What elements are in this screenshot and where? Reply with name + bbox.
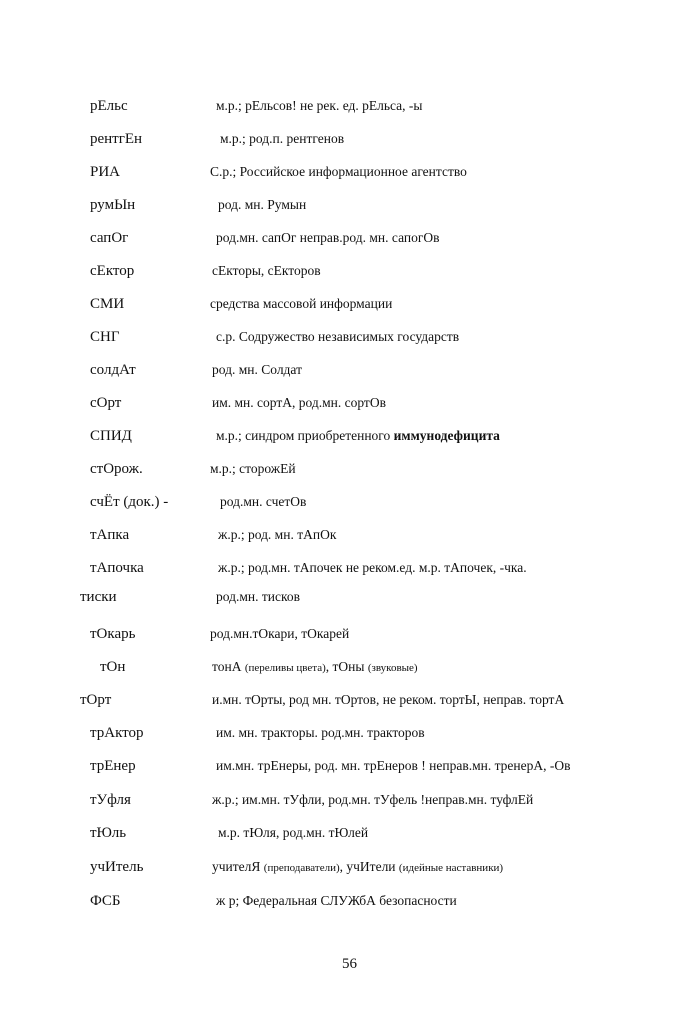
entry-term: тОн — [100, 659, 126, 675]
list-item — [0, 164, 699, 190]
entry-term: трАктор — [90, 725, 144, 741]
entry-definition: сЕкторы, сЕкторов — [212, 263, 321, 278]
entry-definition: им. мн. сортА, род.мн. сортОв — [212, 395, 386, 410]
entry-term: румЫн — [90, 197, 136, 213]
entry-term: сЕктор — [90, 263, 135, 279]
entry-definition: м.р.; рЕльсов! не рек. ед. рЕльса, -ы — [216, 98, 423, 113]
list-item — [0, 98, 699, 124]
list-item — [0, 131, 699, 157]
entry-definition: им. мн. тракторы. род.мн. тракторов — [216, 725, 425, 740]
entry-definition: средства массовой информации — [210, 296, 393, 311]
entry-term: тУфля — [90, 792, 131, 808]
entry-definition: ж.р.; род.мн. тАпочек не реком.ед. м.р. тАпочек, -чка. — [218, 560, 527, 575]
list-item — [0, 527, 699, 553]
list-item — [0, 692, 699, 718]
list-item — [0, 428, 699, 454]
entry-definition: ж р; Федеральная СЛУЖбА безопасности — [216, 893, 457, 908]
entry-definition — [212, 659, 418, 675]
list-item — [0, 362, 699, 388]
entry-definition: ж.р.; род. мн. тАпОк — [218, 527, 337, 542]
list-item — [0, 859, 699, 885]
definition-note: (идейные наставники) — [398, 862, 504, 874]
definition-bold-text: иммунодефицита — [393, 428, 500, 443]
definition-text: , тОны — [325, 659, 368, 674]
list-item — [0, 825, 699, 851]
entry-term: СНГ — [90, 329, 120, 345]
definition-text: , учИтели — [339, 859, 399, 874]
entry-definition: им.мн. трЕнеры, род. мн. трЕнеров ! неправ.мн. тренерА, -Ов — [216, 758, 571, 773]
list-item — [0, 589, 699, 615]
list-item — [0, 792, 699, 818]
list-item — [0, 758, 699, 784]
list-item — [0, 725, 699, 751]
entry-term: рЕльс — [90, 98, 128, 114]
entry-definition: ж.р.; им.мн. тУфли, род.мн. тУфель !неправ.мн. туфлЕй — [212, 792, 534, 807]
definition-text: м.р.; синдром приобретенного — [216, 428, 394, 443]
entry-term: РИА — [90, 164, 121, 180]
definition-text: тонА — [212, 659, 245, 674]
entry-term: стОрож. — [90, 461, 143, 477]
entry-definition: м.р.; сторожЕй — [210, 461, 296, 476]
entry-definition — [216, 428, 500, 444]
list-item — [0, 296, 699, 322]
list-item — [0, 230, 699, 256]
list-item — [0, 659, 699, 685]
entry-term: СПИД — [90, 428, 132, 444]
entry-term: СМИ — [90, 296, 125, 312]
definition-text: учителЯ — [212, 859, 264, 874]
definition-note: (звуковые) — [367, 662, 418, 674]
definition-note: (преподаватели) — [263, 862, 340, 874]
entry-definition: м.р.; род.п. рентгенов — [220, 131, 345, 146]
entry-term: тАпочка — [90, 560, 144, 576]
entry-definition — [212, 859, 503, 875]
list-item — [0, 560, 699, 586]
entry-term: тиски — [80, 589, 117, 605]
entry-definition: с.р. Содружество независимых государств — [216, 329, 460, 344]
entry-definition: род.мн. тисков — [216, 589, 300, 604]
entry-definition: С.р.; Российское информационное агентство — [210, 164, 467, 179]
entry-term: сОрт — [90, 395, 122, 411]
list-item — [0, 461, 699, 487]
list-item — [0, 893, 699, 919]
entry-term: тОкарь — [90, 626, 136, 642]
list-item — [0, 197, 699, 223]
list-item — [0, 494, 699, 520]
entry-term: солдАт — [90, 362, 136, 378]
entry-term: учИтель — [90, 859, 144, 875]
entry-term: тАпка — [90, 527, 130, 543]
entry-term: тЮль — [90, 825, 127, 841]
entry-term: тОрт — [80, 692, 112, 708]
entry-definition: м.р. тЮля, род.мн. тЮлей — [218, 825, 369, 840]
entry-definition: род.мн. сапОг неправ.род. мн. сапогОв — [216, 230, 440, 245]
list-item — [0, 626, 699, 652]
entry-term: счЁт (док.) - — [90, 494, 169, 510]
entry-definition: род. мн. Солдат — [212, 362, 302, 377]
entry-definition: род.мн. счетОв — [220, 494, 307, 509]
entry-definition: род. мн. Румын — [218, 197, 307, 212]
entry-term: сапОг — [90, 230, 129, 246]
entry-definition: и.мн. тОрты, род мн. тОртов, не реком. тортЫ, неправ. тортА — [212, 692, 565, 707]
entry-definition: род.мн.тОкари, тОкарей — [210, 626, 350, 641]
definition-note: (переливы цвета) — [244, 662, 326, 674]
page-number: 56 — [342, 956, 357, 972]
list-item — [0, 395, 699, 421]
entry-term: рентгЕн — [90, 131, 143, 147]
entry-term: трЕнер — [90, 758, 136, 774]
list-item — [0, 329, 699, 355]
entry-term: ФСБ — [90, 893, 121, 909]
list-item — [0, 263, 699, 289]
